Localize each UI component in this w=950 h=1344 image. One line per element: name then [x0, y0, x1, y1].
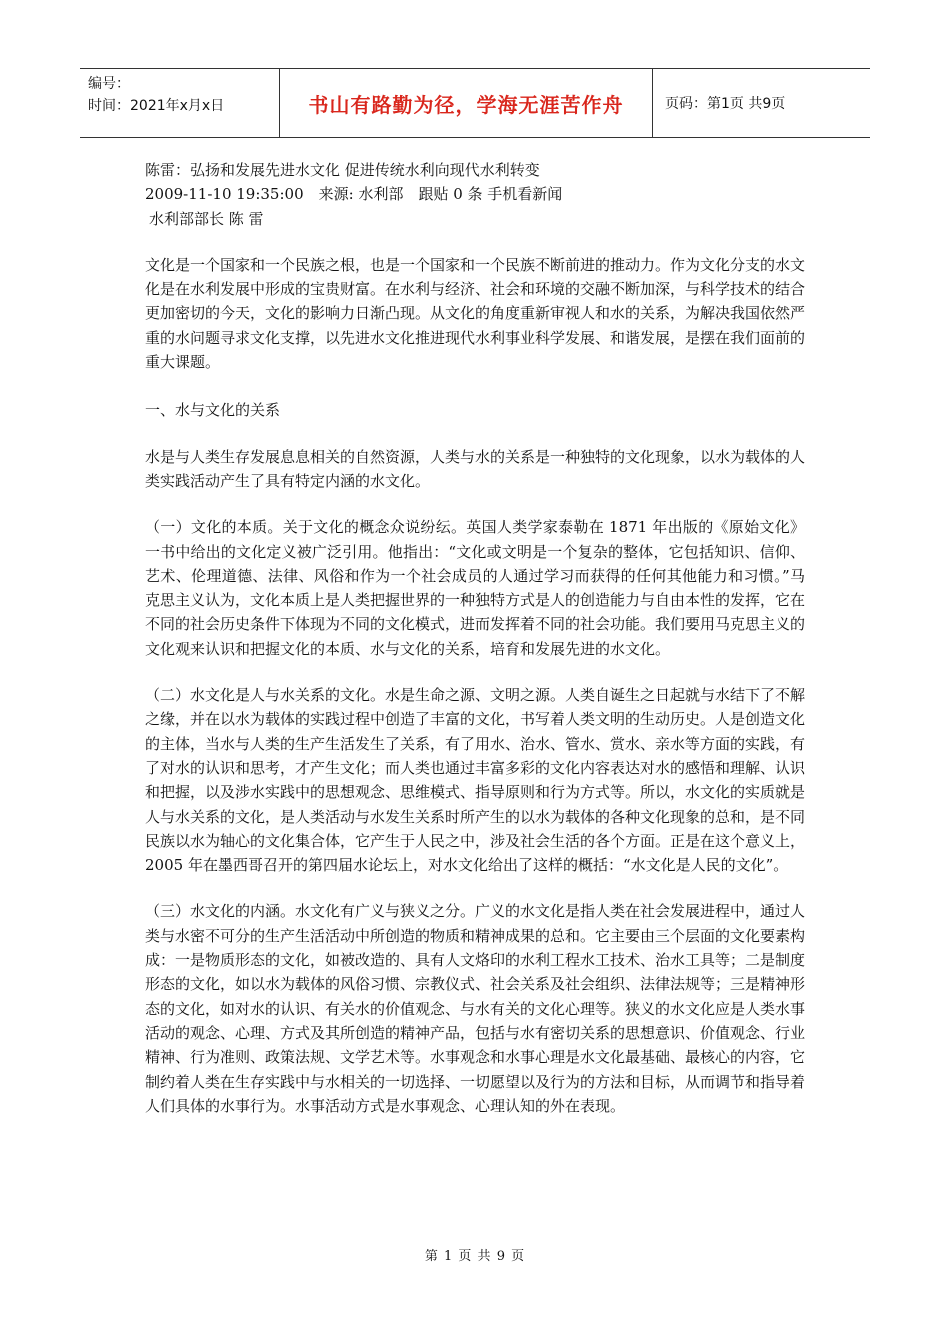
header-motto-cell — [280, 69, 653, 137]
header-info-cell — [80, 69, 280, 137]
serial-number-label: 编号： — [88, 76, 130, 92]
intro-paragraph: 文化是一个国家和一个民族之根，也是一个国家和一个民族不断前进的推动力。作为文化分支的水文化是在水利发展中形成的宝贵财富。在水利与经济、社会和环境的交融不断加深，与科学技术的结合更加密切的今天，文化的影响力日渐凸现。从文化的角度重新审视人和水的关系，为解决我国依然严重的水问题寻求文化支撑，以先进水文化推进现代水利事业科学发展、和谐发展，是摆在我们面前的重大课题。 — [145, 255, 806, 372]
article-meta-block — [145, 158, 805, 231]
section-intro-paragraph: 水是与人类生存发展息息相关的自然资源，人类与水的关系是一种独特的文化现象，以水为载体的人类实践活动产生了具有特定内涵的水文化。 — [145, 447, 806, 490]
header-page-cell — [653, 69, 870, 137]
motto-text: 书山有路勤为径，学海无涯苦作舟 — [308, 92, 624, 117]
paragraph-water-culture-connotation: （三）水文化的内涵。水文化有广义与狭义之分。广义的水文化是指人类在社会发展进程中，通过人类与水密不可分的生产生活活动中所创造的物质和精神成果的总和。它主要由三个层面的文化要素构成：一是物质形态的文化，如被改造的、具有人文烙印的水利工程水工技术、治水工具等；二是制度形态的文化，如以水为载体的风俗习惯、宗教仪式、社会关系及社会组织、法律法规等；三是精神形态的文化，如对水的认识、有关水的价值观念、与水有关的文化心理等。狭义的水文化应是人类水事活动的观念、心理、方式及其所创造的精神产品，包括与水有密切关系的思想意识、价值观念、行业精神、行为准则、政策法规、文学艺术等。水事观念和水事心理是水文化最基础、最核心的内容，它制约着人类在生存实践中与水相关的一切选择、一切愿望以及行为的方法和目标，从而调节和指导着人们具体的水事行为。水事活动方式是水事观念、心理认知的外在表现。 — [145, 902, 806, 1115]
article-author: 水利部部长 陈 雷 — [149, 209, 264, 228]
page-info: 页码：第1页 共9页 — [665, 96, 786, 112]
article-meta: 2009-11-10 19:35:00 来源: 水利部 跟贴 0 条 手机看新闻 — [145, 185, 563, 204]
paragraph-water-culture-relation: （二）水文化是人与水关系的文化。水是生命之源、文明之源。人类自诞生之日起就与水结下了不解之缘，并在以水为载体的实践过程中创造了丰富的文化，书写着人类文明的生动历史。人是创造文化的主体，当水与人类的生产生活发生了关系，有了用水、治水、管水、赏水、亲水等方面的实践，有了对水的认识和思考，才产生文化；而人类也通过丰富多彩的文化内容表达对水的感悟和理解、认识和把握，以及涉水实践中的思想观念、思维模式、指导原则和行为方式等。所以，水文化的实质就是人与水关系的文化，是人类活动与水发生关系时所产生的以水为载体的各种文化现象的总和，是不同民族以水为轴心的文化集合体，它产生于人民之中，涉及社会生活的各个方面。正是在这个意义上，2005 年在墨西哥召开的第四届水论坛上，对水文化给出了这样的概括：“水文化是人民的文化”。 — [145, 686, 806, 875]
article-title: 陈雷：弘扬和发展先进水文化 促进传统水利向现代水利转变 — [145, 161, 540, 179]
date-label: 时间：2021年x月x日 — [88, 98, 225, 114]
page-footer: 第 1 页 共 9 页 — [424, 1249, 526, 1264]
section-heading: 一、水与文化的关系 — [145, 401, 281, 420]
article-body — [145, 158, 805, 1118]
page-header — [80, 68, 870, 138]
paragraph-culture-essence: （一）文化的本质。关于文化的概念众说纷纭。英国人类学家泰勒在 1871 年出版的《原始文化》一书中给出的文化定义被广泛引用。他指出：“文化或文明是一个复杂的整体，它包括知识、信仰、艺术、伦理道德、法律、风俗和作为一个社会成员的人通过学习而获得的任何其他能力和习惯。”马克思主义认为，文化本质上是人类把握世界的一种独特方式是人的创造能力与自由本性的发挥，它在不同的社会历史条件下体现为不同的文化模式，进而发挥着不同的社会功能。我们要用马克思主义的文化观来认识和把握文化的本质、水与文化的关系，培育和发展先进的水文化。 — [145, 518, 806, 658]
